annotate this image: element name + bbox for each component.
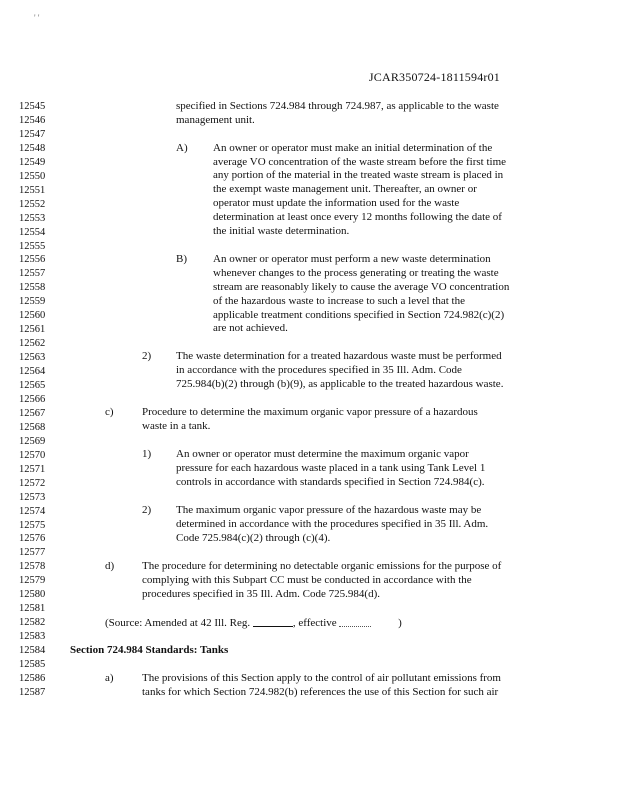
text-line: determined in accordance with the procedures specified in 35 Ill. Adm. (176, 518, 489, 530)
text-line: whenever changes to the process generating or treating the waste (213, 267, 499, 279)
line-number: 12552 (19, 198, 46, 210)
line-number: 12567 (19, 407, 46, 419)
line-number: 12585 (19, 659, 46, 670)
line-number: 12549 (19, 156, 46, 168)
text-line: determination at least once every 12 months following the date of (213, 211, 502, 223)
source-prefix: (Source: Amended at 42 Ill. Reg. (105, 617, 251, 629)
text-line: The maximum organic vapor pressure of the hazardous waste may be (176, 504, 482, 516)
text-line: The provisions of this Section apply to the control of air pollutant emissions from (142, 672, 501, 684)
line-number: 12581 (19, 603, 46, 615)
line-number: 12546 (19, 114, 46, 126)
line-number: 12558 (19, 282, 46, 294)
source-note (105, 616, 402, 630)
line-number: 12587 (19, 686, 46, 698)
line-number: 12559 (19, 296, 46, 308)
source-effective: , effective (292, 617, 337, 629)
line-number: 12579 (19, 575, 46, 587)
item-label-d: d) (105, 560, 115, 572)
line-number: 12566 (19, 393, 46, 405)
line-number: 12584 (19, 645, 46, 657)
text-line: operator must update the information used for the waste (213, 197, 460, 209)
item-label-2: 2) (142, 350, 152, 362)
line-number: 12556 (19, 254, 46, 266)
item-label-c2: 2) (142, 504, 152, 516)
text-line: An owner or operator must make an initial determination of the (213, 142, 493, 154)
line-number: 12551 (19, 184, 46, 196)
item-label-A: A) (176, 142, 188, 154)
section-heading: Section 724.984 Standards: Tanks (70, 644, 229, 656)
line-number: 12569 (19, 435, 46, 447)
line-number: 12555 (19, 240, 46, 252)
line-number: 12574 (19, 505, 46, 517)
line-number: 12575 (19, 519, 46, 531)
line-number: 12582 (19, 617, 46, 629)
line-number: 12565 (19, 380, 46, 391)
line-number: 12557 (19, 268, 46, 280)
line-number: 12560 (19, 310, 46, 322)
text-line: are not achieved. (213, 322, 288, 334)
line-number: 12550 (19, 170, 46, 182)
text-line: the exempt waste management unit. Thereafter, an owner or (213, 183, 477, 195)
line-number: 12577 (19, 547, 46, 559)
line-number: 12573 (19, 491, 46, 503)
text-line: procedures specified in 35 Ill. Adm. Code 725.984(d). (142, 588, 380, 600)
line-number: 12553 (19, 212, 46, 224)
text-line: pressure for each hazardous waste placed in a tank using Tank Level 1 (176, 462, 486, 474)
register-blank (253, 616, 293, 627)
text-line: waste in a tank. (142, 420, 211, 432)
document-id: JCAR350724-1811594r01 (368, 70, 500, 84)
line-number: 12554 (19, 226, 46, 238)
line-number: 12571 (19, 463, 46, 475)
line-number: 12545 (19, 101, 46, 112)
line-number: 12561 (19, 324, 46, 336)
line-number: 12586 (19, 672, 46, 684)
text-line: management unit. (176, 114, 255, 126)
line-number: 12547 (19, 128, 46, 140)
text-line: in accordance with the procedures specified in 35 Ill. Adm. Code (176, 364, 462, 376)
line-number: 12548 (19, 142, 46, 154)
line-number: 12576 (19, 533, 46, 545)
text-line: The procedure for determining no detectable organic emissions for the purpose of (142, 560, 502, 572)
line-number: 12570 (19, 449, 46, 461)
text-line: specified in Sections 724.984 through 724.987, as applicable to the waste (176, 100, 499, 112)
line-number: 12564 (19, 366, 46, 378)
line-number: 12583 (19, 631, 46, 643)
effective-date-blank (339, 616, 371, 627)
line-number: 12578 (19, 561, 46, 573)
text-line: of the hazardous waste to increase to such a level that the (213, 295, 465, 307)
text-line: An owner or operator must determine the maximum organic vapor (176, 448, 469, 460)
text-line: Procedure to determine the maximum organic vapor pressure of a hazardous (142, 406, 478, 418)
text-line: complying with this Subpart CC must be conducted in accordance with the (142, 574, 472, 586)
line-number: 12568 (19, 421, 46, 433)
text-line: applicable treatment conditions specified in Section 724.982(c)(2) (213, 309, 505, 321)
corner-marks: ' ' (34, 13, 40, 23)
item-label-B: B) (176, 253, 187, 265)
text-line: An owner or operator must perform a new waste determination (213, 253, 491, 265)
source-close: ) (398, 617, 402, 629)
text-line: stream are reasonably likely to cause the average VO concentration (213, 281, 510, 293)
item-label-c1: 1) (142, 448, 152, 460)
text-line: any portion of the material in the treated waste stream is placed in (213, 169, 504, 181)
line-number: 12572 (19, 477, 46, 489)
item-label-c: c) (105, 406, 114, 418)
line-number: 12563 (19, 352, 46, 364)
text-line: controls in accordance with standards specified in Section 724.984(c). (176, 476, 485, 488)
text-line: average VO concentration of the waste stream before the first time (213, 156, 507, 168)
item-label-a: a) (105, 672, 114, 684)
text-line: the initial waste determination. (213, 225, 350, 237)
text-line: The waste determination for a treated hazardous waste must be performed (176, 350, 502, 362)
text-line: tanks for which Section 724.982(b) references the use of this Section for such air (142, 686, 499, 698)
text-line: 725.984(b)(2) through (b)(9), as applicable to the treated hazardous waste. (176, 378, 504, 390)
line-number: 12562 (19, 338, 46, 350)
text-line: Code 725.984(c)(2) through (c)(4). (176, 532, 331, 544)
line-number: 12580 (19, 589, 46, 601)
